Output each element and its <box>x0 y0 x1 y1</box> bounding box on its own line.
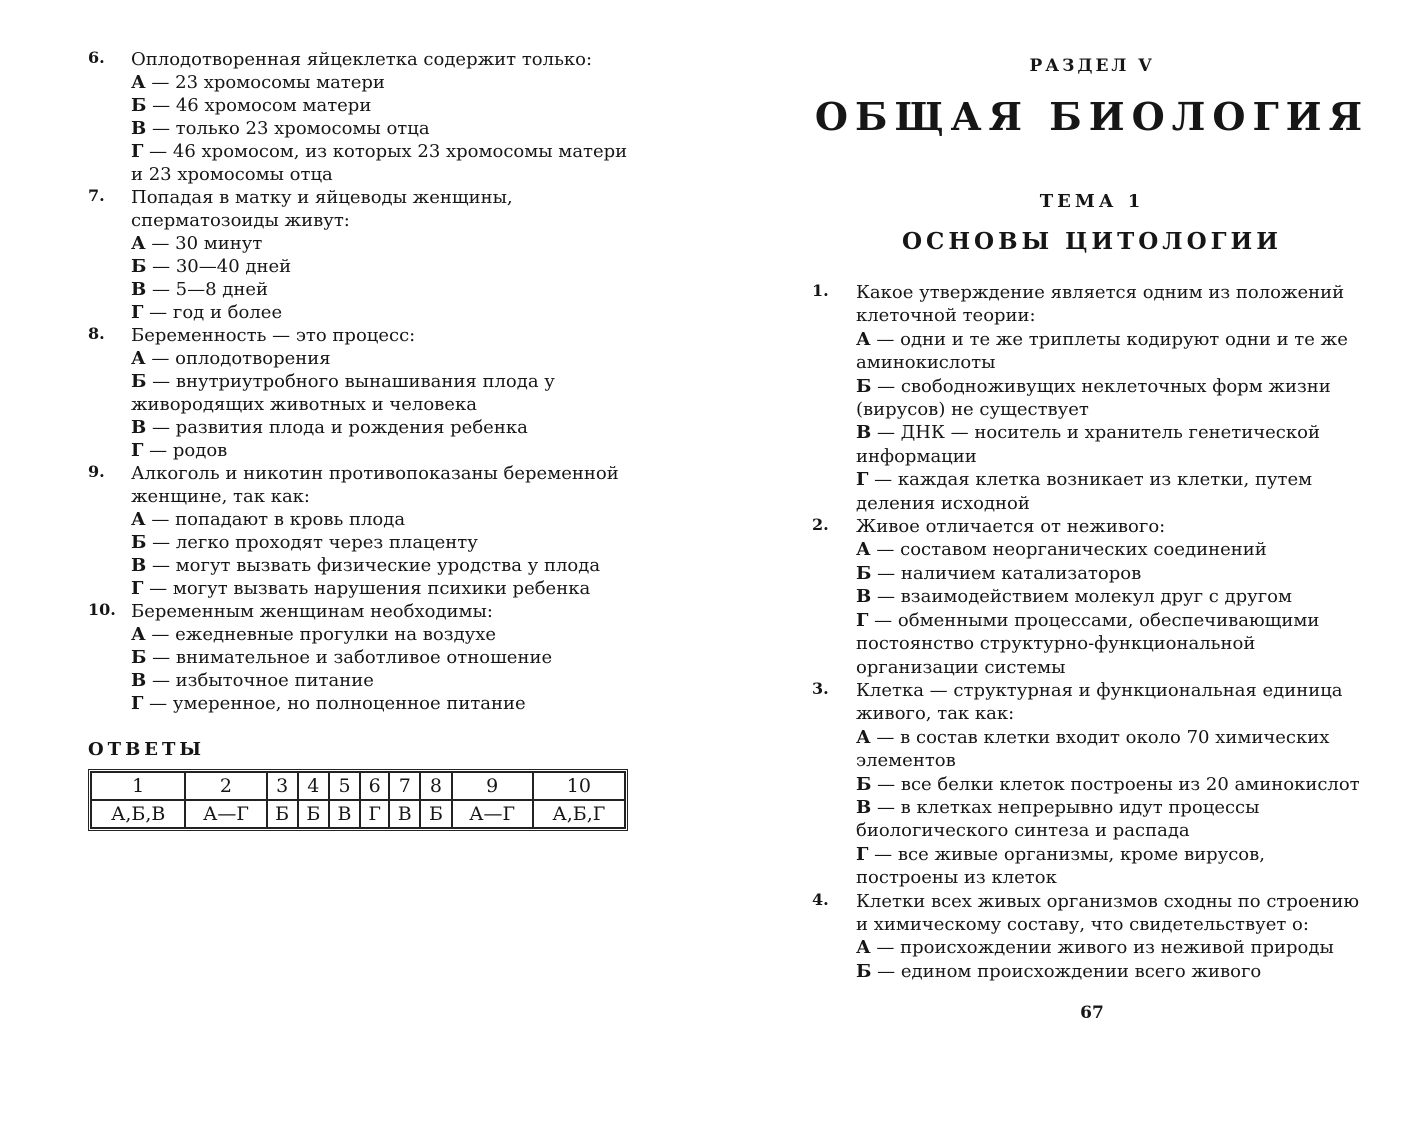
table-cell: Г <box>360 800 389 828</box>
option-v: В — избыточное питание <box>131 670 374 691</box>
option-g: Г — каждая клетка возникает из клетки, путем деления исходной <box>856 469 1313 514</box>
question-text: Попадая в матку и яйцеводы женщины, сперматозоиды живут: <box>131 187 513 231</box>
question-text: Живое отличается от неживого: <box>856 516 1166 538</box>
table-cell: А—Г <box>185 800 266 828</box>
table-cell: В <box>389 800 420 828</box>
option-g: Г — год и более <box>131 302 283 323</box>
table-cell: 4 <box>298 772 329 800</box>
answers-heading: ОТВЕТЫ <box>88 739 206 760</box>
option-b: Б — свободноживущих неклеточных форм жизни (вирусов) не существует <box>856 375 1331 421</box>
table-cell: Б <box>420 800 451 828</box>
option-g: Г — все живые организмы, кроме вирусов, построены из клеток <box>856 843 1265 889</box>
option-g: Г — могут вызвать нарушения психики ребенка <box>131 578 591 599</box>
question-7 <box>88 186 633 324</box>
option-a: А — ежедневные прогулки на воздухе <box>131 624 497 645</box>
table-cell: 5 <box>329 772 360 800</box>
option-b: Б — 30—40 дней <box>131 256 292 277</box>
question-number: 10. <box>88 600 116 619</box>
option-a: А — составом неорганических соединений <box>856 539 1267 561</box>
option-b: Б — 46 хромосом матери <box>131 95 372 116</box>
table-cell: А,Б,Г <box>533 800 625 828</box>
table-cell: 1 <box>91 772 185 800</box>
option-b: Б — все белки клеток построены из 20 аминокислот <box>856 773 1360 795</box>
question-number: 1. <box>812 281 829 300</box>
question-number: 4. <box>812 889 829 909</box>
option-g: Г — родов <box>131 440 228 461</box>
table-cell: 3 <box>267 772 298 800</box>
option-v: В — развития плода и рождения ребенка <box>131 417 528 438</box>
option-b: Б — внимательное и заботливое отношение <box>131 647 553 668</box>
question-8 <box>88 324 633 462</box>
question-6 <box>88 48 633 186</box>
option-v: В — ДНК — носитель и хранитель генетической информации <box>856 422 1320 467</box>
option-a: А — в состав клетки входит около 70 химических элементов <box>856 726 1330 772</box>
table-cell: Б <box>298 800 329 828</box>
question-number: 8. <box>88 324 105 343</box>
page-number: 67 <box>1080 1003 1104 1024</box>
question-4 <box>812 890 1372 984</box>
table-cell: 6 <box>360 772 389 800</box>
option-g: Г — обменными процессами, обеспечивающими постоянство структурно-функциональной организации системы <box>856 609 1320 678</box>
answers-header-row <box>91 772 625 800</box>
table-cell: 9 <box>452 772 533 800</box>
right-page <box>812 0 1372 1023</box>
option-v: В — взаимодействием молекул друг с другом <box>856 586 1293 608</box>
question-number: 2. <box>812 515 829 535</box>
option-b: Б — легко проходят через плаценту <box>131 532 478 553</box>
topic-title: ОСНОВЫ ЦИТОЛОГИИ <box>901 228 1282 255</box>
topic-label: ТЕМА 1 <box>1039 191 1145 212</box>
option-b: Б — внутриутробного вынашивания плода у живородящих животных и человека <box>131 371 555 415</box>
question-text: Какое утверждение является одним из положений клеточной теории: <box>856 282 1345 327</box>
option-v: В — в клетках непрерывно идут процессы биологического синтеза и распада <box>856 796 1260 842</box>
table-cell: 10 <box>533 772 625 800</box>
table-cell: 2 <box>185 772 266 800</box>
option-a: А — оплодотворения <box>131 348 331 369</box>
option-b: Б — едином происхождении всего живого <box>856 960 1262 982</box>
section-label: РАЗДЕЛ V <box>1029 56 1155 76</box>
table-cell: А—Г <box>452 800 533 828</box>
option-v: В — 5—8 дней <box>131 279 269 300</box>
table-cell: 8 <box>420 772 451 800</box>
answers-values-row <box>91 800 625 828</box>
question-number: 9. <box>88 462 105 481</box>
question-9 <box>88 462 633 600</box>
question-text: Беременным женщинам необходимы: <box>131 601 493 622</box>
question-number: 3. <box>812 678 829 698</box>
option-a: А — 23 хромосомы матери <box>131 72 385 93</box>
question-number: 6. <box>88 48 105 67</box>
option-g: Г — 46 хромосом, из которых 23 хромосомы матери и 23 хромосомы отца <box>131 141 628 185</box>
question-number: 7. <box>88 186 105 205</box>
option-b: Б — наличием катализаторов <box>856 562 1142 584</box>
option-v: В — могут вызвать физические уродства у плода <box>131 555 601 576</box>
option-a: А — попадают в кровь плода <box>131 509 406 530</box>
question-text: Клетки всех живых организмов сходны по строению и химическому составу, что свидетельствует о: <box>856 890 1360 935</box>
option-a: А — 30 минут <box>131 233 263 254</box>
main-title: ОБЩАЯ БИОЛОГИЯ <box>814 94 1370 139</box>
question-1 <box>812 281 1372 515</box>
option-a: А — происхождении живого из неживой природы <box>856 937 1334 959</box>
table-cell: В <box>329 800 360 828</box>
option-a: А — одни и те же триплеты кодируют одни и те же аминокислоты <box>856 328 1348 374</box>
table-cell: А,Б,В <box>91 800 185 828</box>
question-text: Беременность — это процесс: <box>131 325 416 346</box>
left-page <box>88 48 633 831</box>
table-cell: Б <box>267 800 298 828</box>
table-cell: 7 <box>389 772 420 800</box>
option-g: Г — умеренное, но полноценное питание <box>131 693 526 714</box>
question-text: Оплодотворенная яйцеклетка содержит только: <box>131 49 593 70</box>
question-3 <box>812 679 1372 890</box>
question-text: Клетка — структурная и функциональная единица живого, так как: <box>856 679 1343 725</box>
question-text: Алкоголь и никотин противопоказаны беременной женщине, так как: <box>131 463 619 507</box>
question-2 <box>812 515 1372 679</box>
answers-table <box>88 769 628 831</box>
option-v: В — только 23 хромосомы отца <box>131 118 430 139</box>
question-10 <box>88 600 633 715</box>
